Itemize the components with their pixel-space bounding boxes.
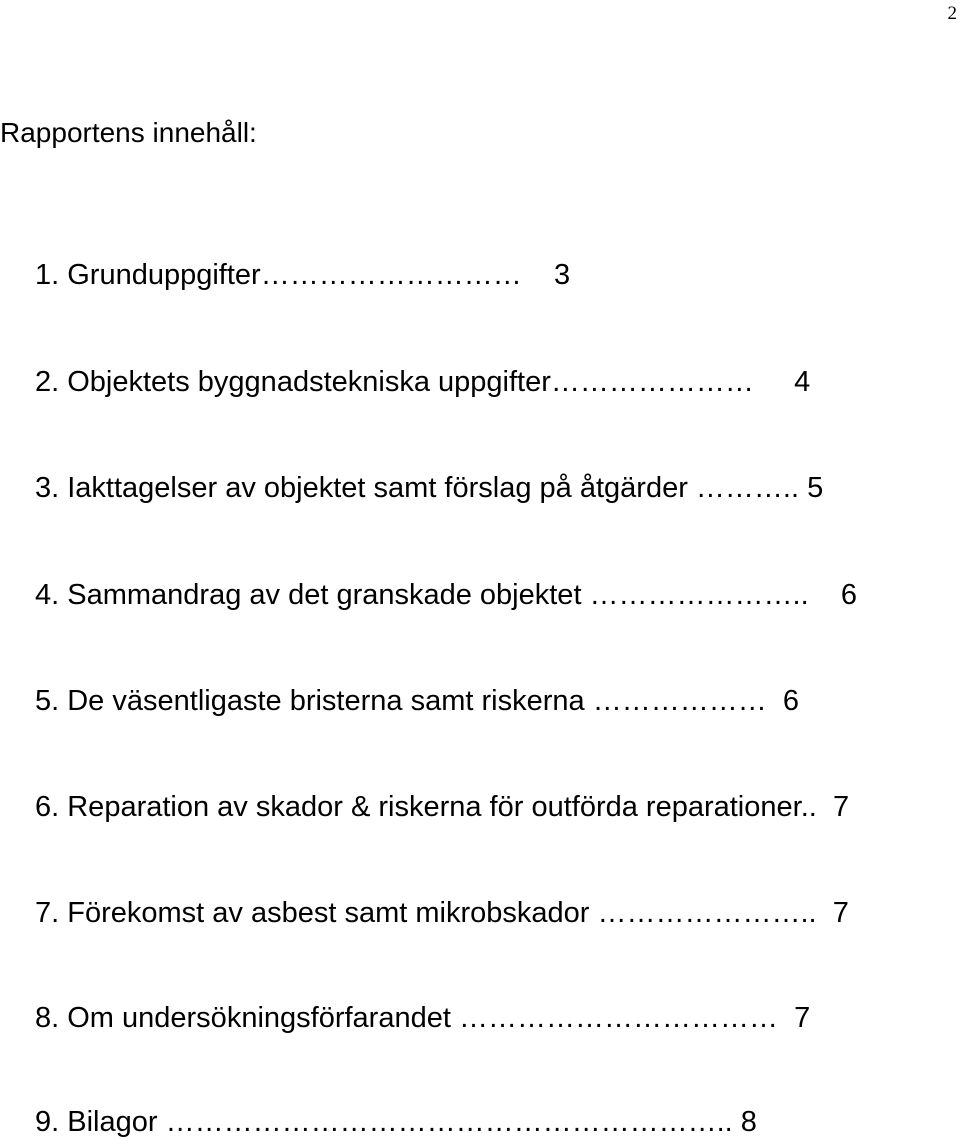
toc-entry-5 <box>35 684 799 718</box>
toc-entry-4 <box>35 578 857 612</box>
toc-leader: ……………… <box>584 685 767 717</box>
toc-page-number: 6 <box>782 685 799 717</box>
toc-page-number: 6 <box>840 579 858 611</box>
toc-gap <box>522 259 554 291</box>
toc-leader: ………………………………………………….. <box>157 1106 733 1138</box>
toc-entry-title: 3. Iakttagelser av objektet samt förslag på åtgärder <box>35 472 688 504</box>
toc-entry-title: 9. Bilagor <box>35 1106 158 1138</box>
toc-entry-title: 1. Grunduppgifter <box>35 259 261 291</box>
toc-gap <box>817 791 833 823</box>
page-number: 2 <box>947 3 957 24</box>
toc-entry-1 <box>35 258 570 292</box>
toc-page-number: 7 <box>832 897 849 929</box>
toc-entry-title: 7. Förekomst av asbest samt mikrobskador <box>35 897 590 929</box>
toc-entry-title: 2. Objektets byggnadstekniska uppgifter <box>35 366 551 398</box>
toc-entry-title: 6. Reparation av skador & riskerna för outförda reparationer <box>35 791 801 823</box>
toc-page-number: 5 <box>807 472 824 504</box>
toc-gap <box>809 579 841 611</box>
toc-leader: ……………………… <box>260 259 522 291</box>
toc-gap <box>778 1002 794 1034</box>
toc-leader: ………………… <box>550 366 754 398</box>
toc-gap <box>733 1106 741 1138</box>
toc-page-number: 3 <box>553 259 571 291</box>
toc-leader: ………………….. <box>581 579 809 611</box>
toc-gap <box>754 366 794 398</box>
toc-page-number: 7 <box>832 791 850 823</box>
toc-leader: …………………………… <box>450 1002 778 1034</box>
toc-entry-6 <box>35 790 849 824</box>
toc-gap <box>767 685 783 717</box>
toc-entry-8 <box>35 1001 810 1035</box>
toc-entry-title: 8. Om undersökningsförfarandet <box>35 1002 451 1034</box>
toc-entry-title: 5. De väsentligaste bristerna samt riskerna <box>35 685 585 717</box>
toc-entry-7 <box>35 896 849 930</box>
toc-page-number: 4 <box>794 366 811 398</box>
toc-leader: ……….. <box>687 472 808 504</box>
toc-page-number: 8 <box>740 1106 757 1138</box>
toc-entry-3 <box>35 471 823 505</box>
toc-leader: .. <box>800 791 817 823</box>
toc-entry-title: 4. Sammandrag av det granskade objektet <box>35 579 582 611</box>
toc-entry-2 <box>35 365 810 399</box>
toc-entry-9 <box>35 1105 757 1139</box>
toc-page-number: 7 <box>794 1002 811 1034</box>
toc-heading: Rapportens innehåll: <box>0 117 257 148</box>
toc-gap <box>817 897 833 929</box>
toc-leader: ………………….. <box>589 897 817 929</box>
